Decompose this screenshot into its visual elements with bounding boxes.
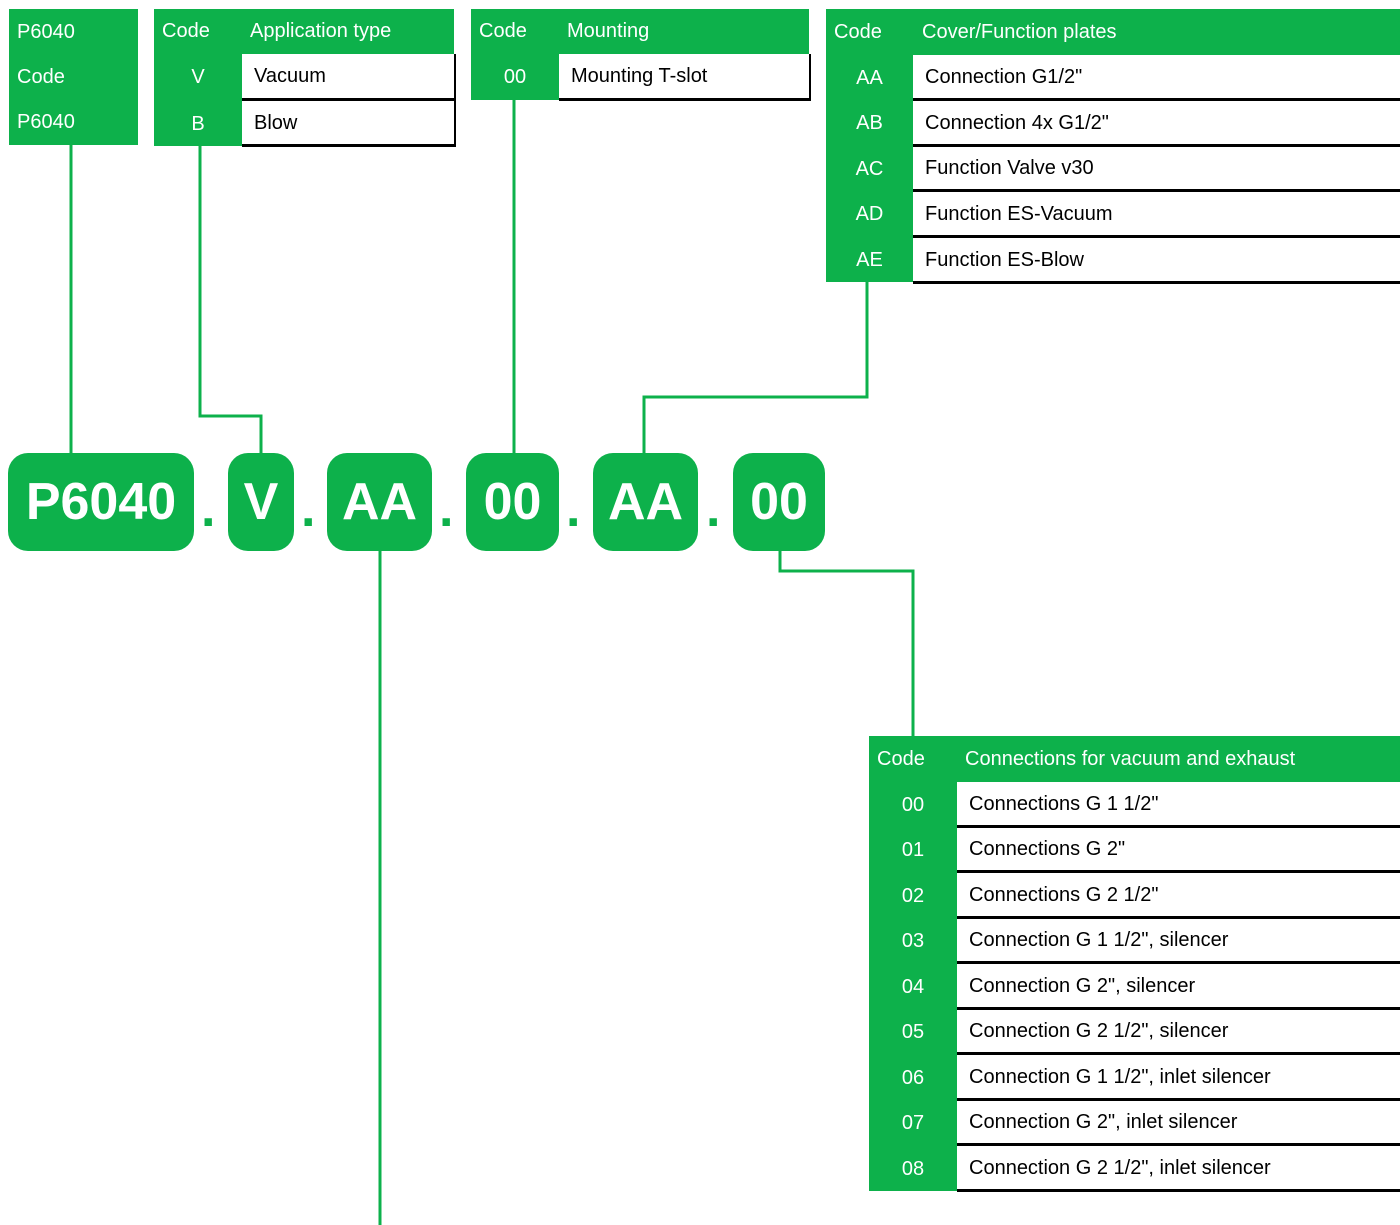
cover-plates-code: AE [856, 248, 883, 271]
application-type-code-header: Code [162, 20, 210, 42]
mounting-code-header: Code [479, 20, 527, 42]
order-code-segment-application-type: V [228, 453, 294, 551]
connector-application-type [200, 145, 261, 455]
connections-label: Connection G 1 1/2", inlet silencer [957, 1055, 1400, 1101]
connections-code: 07 [901, 1112, 925, 1134]
cover-plates-label: Connection G1/2" [913, 55, 1400, 101]
order-code-segment-connections: 00 [733, 453, 825, 551]
connections-label: Connection G 1 1/2", silencer [957, 919, 1400, 964]
application-type-title: Application type [250, 20, 392, 42]
connections-label: Connections G 1 1/2" [957, 782, 1400, 828]
connections-code: 03 [901, 930, 925, 952]
order-code-separator: . [201, 480, 216, 538]
connector-cover-plates [644, 282, 867, 455]
connections-code-header: Code [877, 747, 925, 770]
connector-connections [780, 549, 913, 737]
cover-plates-code: AD [855, 203, 884, 225]
order-code-segment-3: AA [327, 453, 432, 551]
connections-code: 01 [901, 839, 925, 861]
application-type-label: Blow [242, 101, 456, 147]
cover-plates-label: Function Valve v30 [913, 147, 1400, 192]
connections-label: Connections G 2 1/2" [957, 873, 1400, 919]
order-code-segment-mounting: 00 [466, 453, 559, 551]
product-title: P6040 [17, 20, 75, 43]
connections-label: Connections G 2" [957, 828, 1400, 873]
mounting-title: Mounting [567, 20, 650, 42]
application-type-code: V [191, 66, 205, 88]
order-code-separator: . [566, 480, 581, 538]
connections-label: Connection G 2 1/2", inlet silencer [957, 1146, 1400, 1192]
mounting-label: Mounting T-slot [559, 54, 811, 101]
cover-plates-code: AC [855, 157, 884, 180]
cover-plates-code: AA [856, 66, 883, 89]
application-type-label: Vacuum [242, 54, 456, 101]
connections-code: 08 [901, 1157, 925, 1180]
connections-code: 05 [901, 1021, 925, 1043]
cover-plates-title: Cover/Function plates [922, 20, 1117, 43]
connections-code: 02 [901, 884, 925, 907]
product-code-value: P6040 [17, 110, 75, 133]
cover-plates-label: Function ES-Vacuum [913, 192, 1400, 238]
order-code-segment-cover-plates: AA [593, 453, 698, 551]
cover-plates-code-header: Code [834, 20, 882, 43]
connections-label: Connection G 2 1/2", silencer [957, 1010, 1400, 1055]
connections-label: Connection G 2", silencer [957, 964, 1400, 1010]
cover-plates-label: Function ES-Blow [913, 238, 1400, 284]
cover-plates-label: Connection 4x G1/2" [913, 101, 1400, 147]
mounting-code: 00 [503, 66, 527, 88]
product-code-header: Code [17, 65, 65, 88]
order-code-segment-product: P6040 [8, 453, 194, 551]
order-code-separator: . [439, 480, 454, 538]
connections-label: Connection G 2", inlet silencer [957, 1101, 1400, 1146]
application-type-code: B [191, 112, 205, 135]
connections-title: Connections for vacuum and exhaust [965, 747, 1296, 770]
connections-code: 06 [901, 1066, 925, 1089]
connections-code: 00 [901, 793, 925, 816]
connections-code: 04 [901, 975, 925, 998]
order-code-separator: . [301, 480, 316, 538]
cover-plates-code: AB [856, 112, 883, 134]
order-code-separator: . [706, 480, 721, 538]
